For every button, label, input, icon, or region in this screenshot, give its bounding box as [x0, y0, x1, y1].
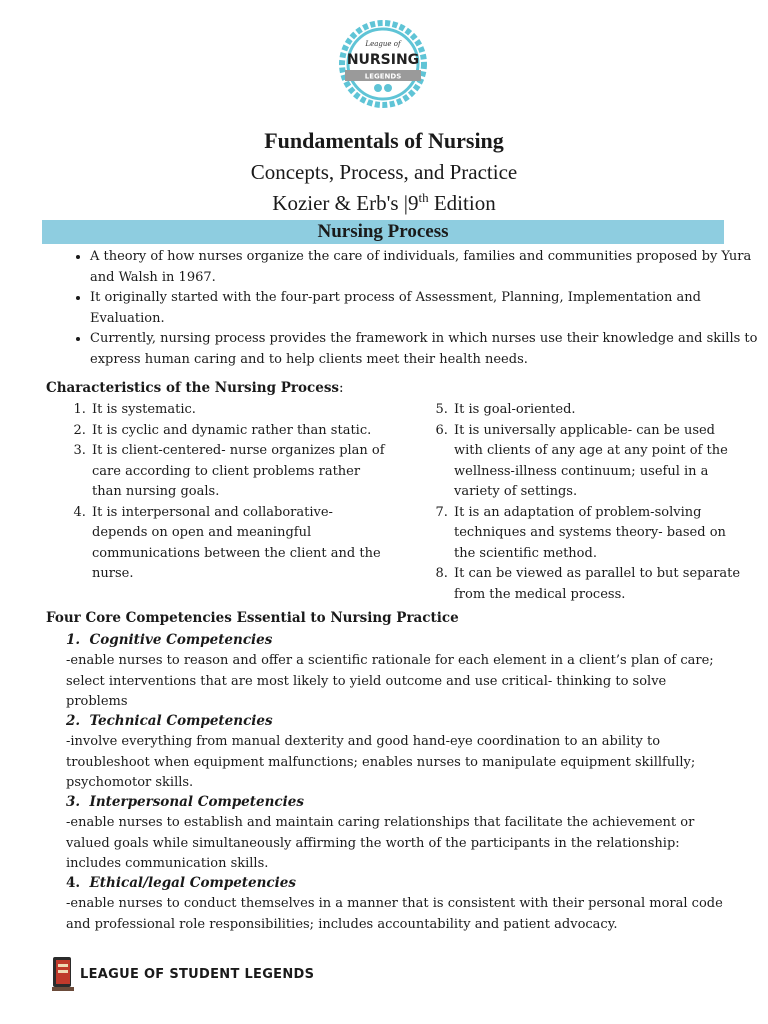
competency-number: 2. — [66, 713, 81, 729]
competencies-heading: Four Core Competencies Essential to Nursing Practice — [46, 610, 459, 626]
footer-brand — [50, 955, 314, 993]
characteristics-heading-colon: : — [339, 380, 344, 396]
edition-line — [0, 190, 768, 216]
competency-number: 4. — [66, 875, 81, 891]
characteristic-item: 6. It is universally applicable- can be used with clients of any age at any point of the wellness-illness continuum; useful in a variety of settings. — [452, 421, 742, 503]
characteristics-heading — [46, 380, 344, 396]
competency-number: 1. — [66, 632, 81, 648]
intro-bullet: • A theory of how nurses organize the care of individuals, families and communities proposed by Yura and Walsh in 1967. — [90, 247, 758, 288]
edition-tail: Edition — [428, 191, 496, 215]
competency-title — [66, 630, 726, 651]
competency-title — [66, 873, 726, 894]
competency-desc: -enable nurses to reason and offer a scientific rationale for each element in a client’s plan of care; select interventions that are most likely to yield outcome and use critical- thinking to solve problems — [66, 653, 714, 709]
edition-authors: Kozier & Erb's |9 — [272, 191, 419, 215]
characteristic-item: 8. It can be viewed as parallel to but separate from the medical process. — [452, 564, 742, 605]
edition-sup: th — [418, 190, 429, 205]
league-of-nursing-legends-logo — [339, 20, 427, 108]
characteristic-item: 7. It is an adaptation of problem-solving techniques and systems theory- based on the scientific method. — [452, 503, 742, 565]
intro-bullet: • Currently, nursing process provides the framework in which nurses use their knowledge and skills to express human caring and to help clients meet their health needs. — [90, 329, 758, 370]
characteristic-item: 1. It is systematic. — [90, 400, 386, 421]
document-subtitle: Concepts, Process, and Practice — [250, 160, 518, 184]
logo-badge-icon — [339, 20, 427, 108]
competency-technical — [66, 711, 726, 732]
characteristic-item: 4. It is interpersonal and collaborative- depends on open and meaningful communications between the client and the nurse. — [90, 503, 386, 585]
competency-ethical-legal — [66, 873, 726, 894]
competency-desc: -enable nurses to establish and maintain caring relationships that facilitate the achievement or valued goals while simultaneously affirming the worth of the participants in the relationship: includes communication skills. — [66, 815, 695, 871]
competency-name: Interpersonal Competencies — [89, 794, 304, 810]
characteristic-item: 2. It is cyclic and dynamic rather than static. — [90, 421, 386, 442]
book-stack-icon — [50, 955, 76, 993]
competency-number: 3. — [66, 794, 81, 810]
logo-main-text: NURSING — [346, 52, 420, 68]
competency-desc: -involve everything from manual dexterity and good hand-eye coordination to an ability to troubleshoot when equipment malfunctions; enables nurses to manipulate equipment skillfully; psychomotor skills. — [66, 734, 696, 790]
characteristic-item: 5. It is goal-oriented. — [452, 400, 742, 421]
competency-cognitive — [66, 630, 726, 651]
competency-interpersonal — [66, 792, 726, 813]
competency-title — [66, 792, 726, 813]
competency-name: Ethical/legal Competencies — [89, 875, 296, 891]
characteristics-heading-text: Characteristics of the Nursing Process — [46, 380, 340, 396]
competency-name: Technical Competencies — [89, 713, 273, 729]
document-title: Fundamentals of Nursing — [264, 128, 504, 153]
competency-desc: -enable nurses to conduct themselves in a manner that is consistent with their personal moral code and professional role responsibilities; includes accountability and patient advocacy. — [66, 896, 723, 932]
characteristics-list-right — [430, 400, 742, 605]
logo-top-text: League of — [365, 40, 401, 48]
intro-bullet: • It originally started with the four-part process of Assessment, Planning, Implementation and Evaluation. — [90, 288, 758, 329]
intro-bullet-list — [60, 247, 758, 370]
characteristics-list-left — [68, 400, 386, 585]
section-band-nursing-process: Nursing Process — [42, 220, 724, 244]
characteristic-item: 3. It is client-centered- nurse organizes plan of care according to client problems rather than nursing goals. — [90, 441, 386, 503]
competency-title — [66, 711, 726, 732]
footer-text: LEAGUE OF STUDENT LEGENDS — [80, 966, 315, 982]
logo-sub-text: LEGENDS — [364, 72, 402, 81]
competency-name: Cognitive Competencies — [89, 632, 273, 648]
